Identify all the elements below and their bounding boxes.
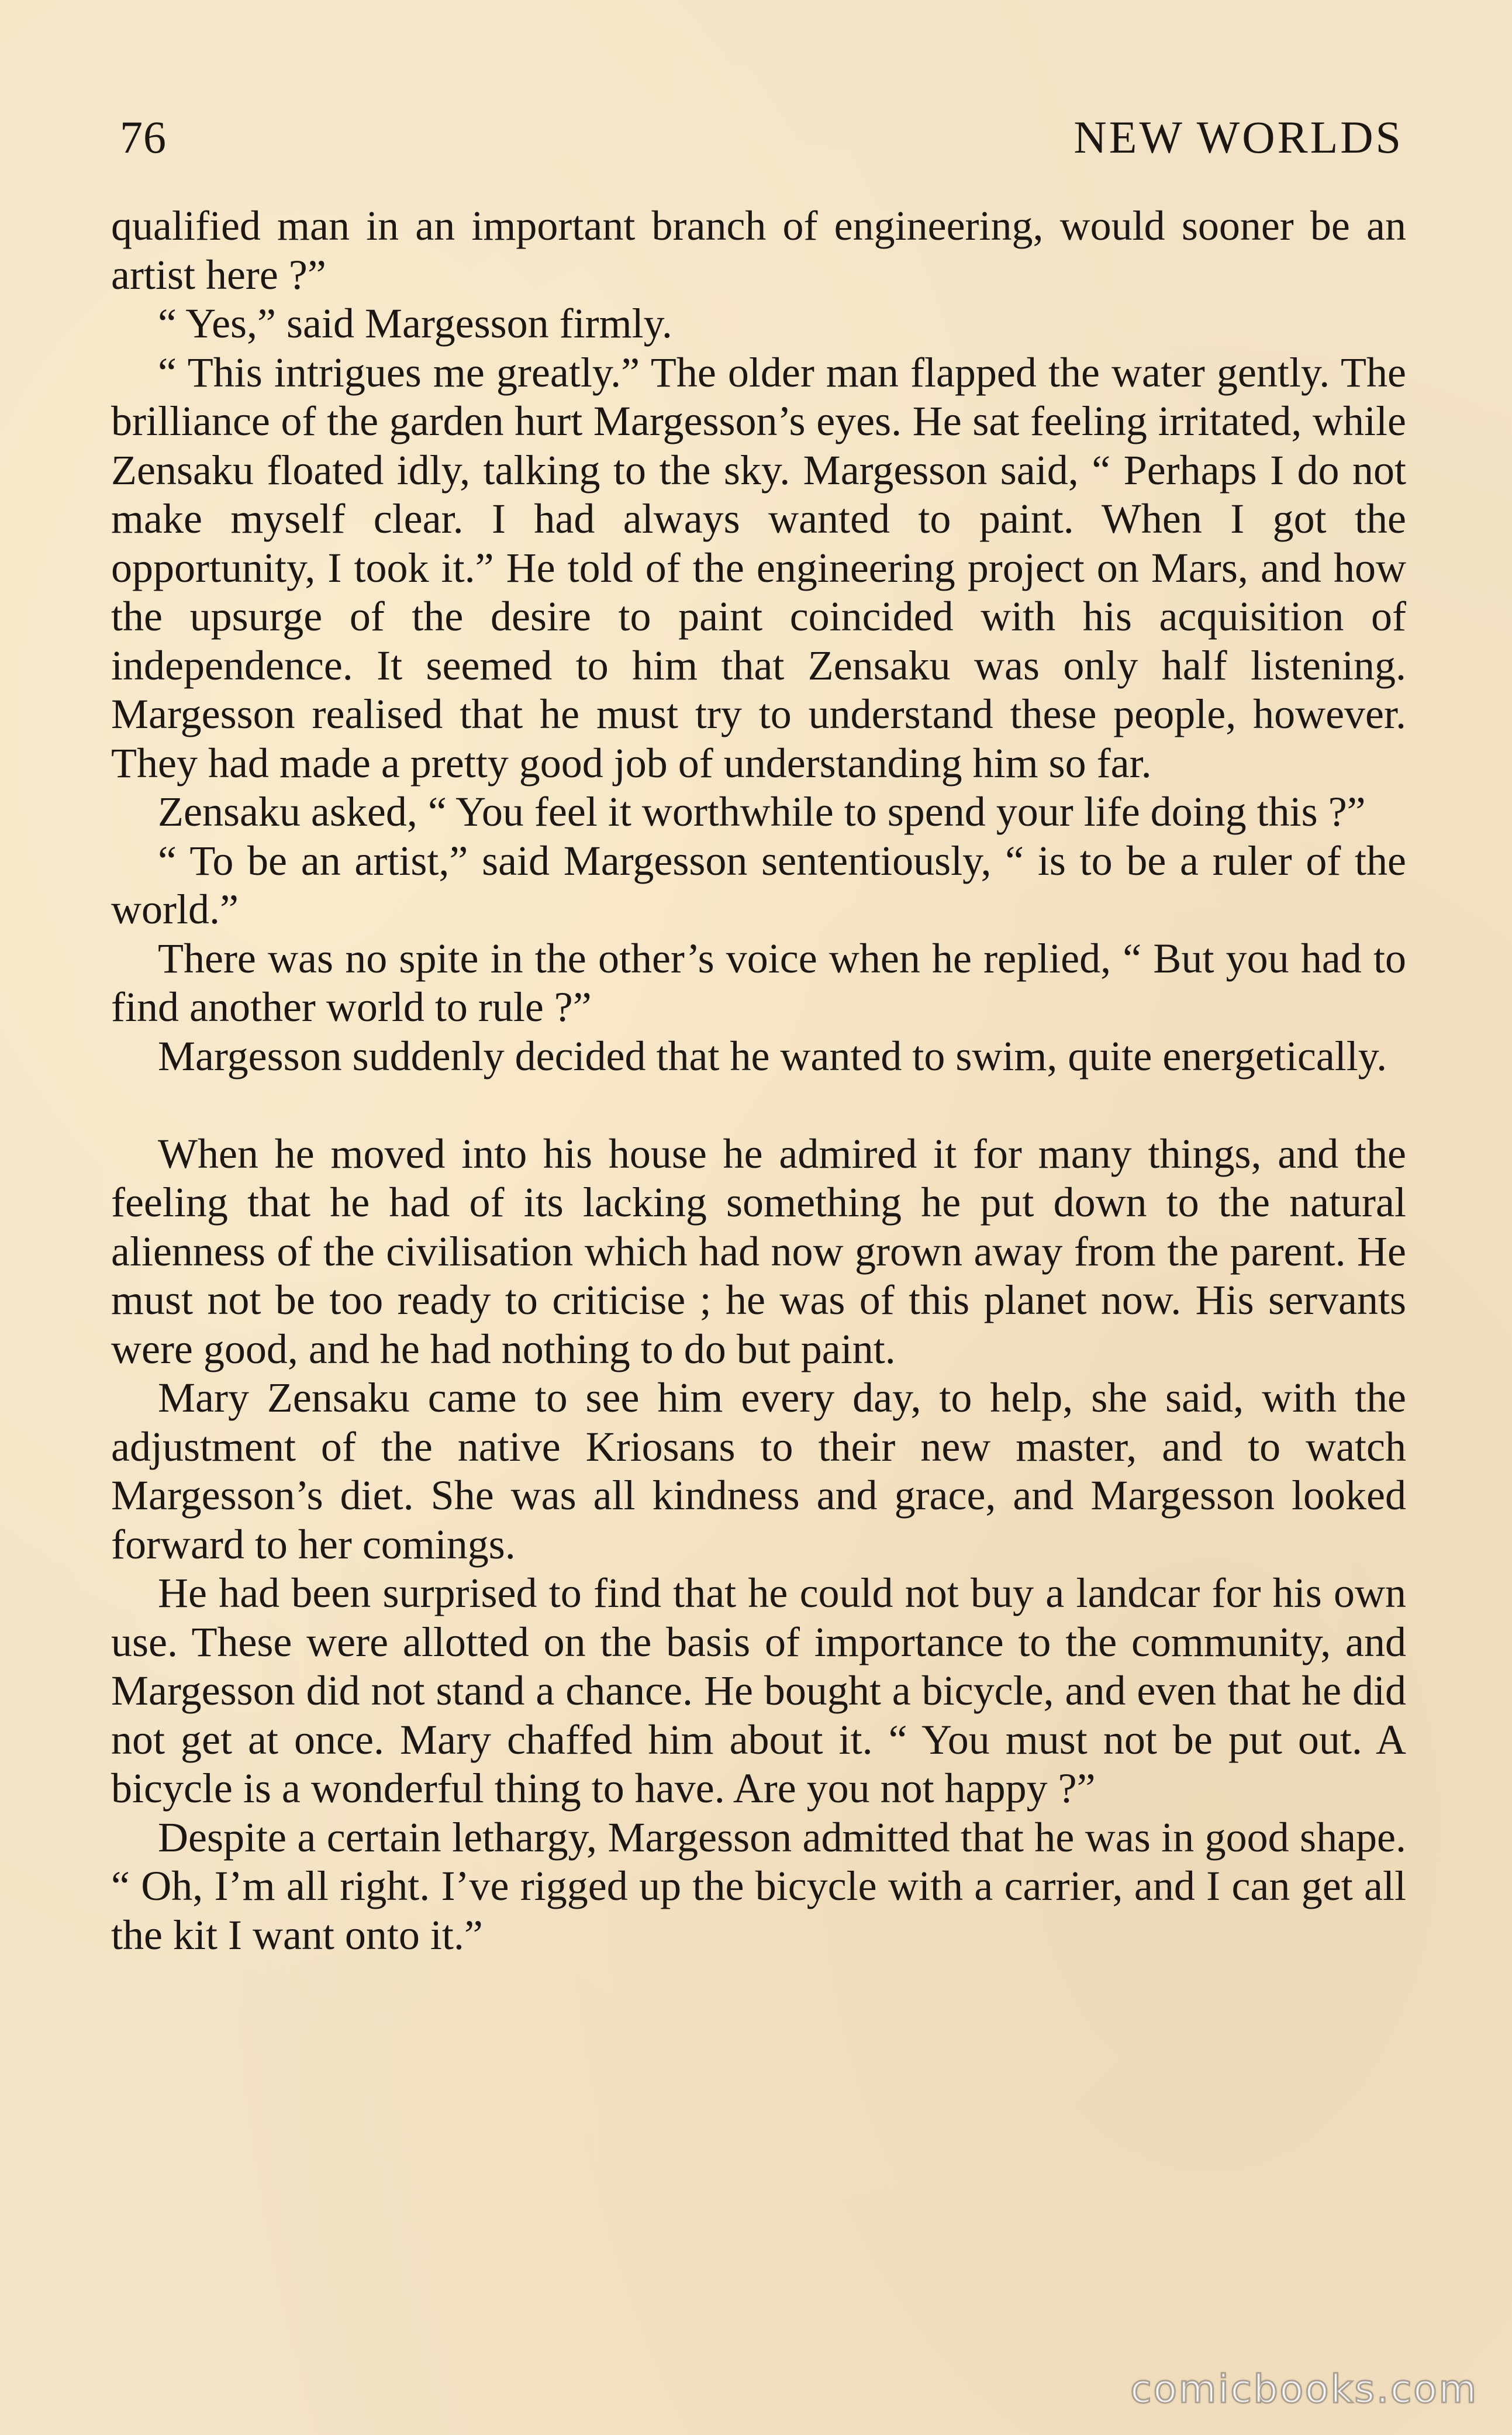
paragraph: “ To be an artist,” said Margesson sententiously, “ is to be a ruler of the world.” [111,837,1406,933]
journal-title: NEW WORLDS [1073,112,1403,163]
story-text [111,202,1406,1960]
paragraph: He had been surprised to find that he could not buy a landcar for his own use. These were allotted on the basis of importance to the community, and Margesson did not stand a chance. He bought a bicycle, and even that he did not get at once. Mary chaffed him about it. “ You must not be put out. A bicycle is a wonderful thing to have. Are you not happy ?” [111,1570,1406,1812]
page-number: 76 [120,112,167,163]
paragraph: “ This intrigues me greatly.” The older man flapped the water gently. The brilliance of the garden hurt Margesson’s eyes. He sat feeling irritated, while Zensaku floated idly, talking to the sky. Margesson said, “ Perhaps I do not make myself clear. I had always wanted to paint. When I got the opportunity, I took it.” He told of the engineering project on Mars, and how the upsurge of the desire to paint coincided with his acquisition of independence. It seemed to him that Zensaku was only half listening. Margesson realised that he must try to understand these people, however. They had made a pretty good job of understanding him so far. [111,349,1406,787]
paragraph: Zensaku asked, “ You feel it worthwhile to spend your life doing this ?” [158,788,1366,835]
paragraph: Margesson suddenly decided that he wanted to swim, quite energetically. [158,1032,1387,1079]
paragraph: There was no spite in the other’s voice when he replied, “ But you had to find another world to rule ?” [111,934,1406,1030]
paragraph: Mary Zensaku came to see him every day, to help, she said, with the adjustment of the native Kriosans to their new master, and to watch Margesson’s diet. She was all kindness and grace, and Margesson looked forward to her comings. [111,1374,1406,1568]
running-head [120,105,1403,170]
section-break [111,1081,1406,1130]
paragraph: “ Yes,” said Margesson firmly. [158,300,672,347]
paragraph: qualified man in an important branch of engineering, would sooner be an artist here ?” [111,202,1406,298]
watermark: comicbooks.com [1130,2367,1478,2412]
paragraph: When he moved into his house he admired it for many things, and the feeling that he had of its lacking something he put down to the natural alienness of the civilisation which had now grown away from the parent. He must not be too ready to criticise ; he was of this planet now. His servants were good, and he had nothing to do but paint. [111,1130,1406,1372]
paragraph: Despite a certain lethargy, Margesson admitted that he was in good shape. “ Oh, I’m all right. I’ve rigged up the bicycle with a carrier, and I can get all the kit I want onto it.” [111,1813,1406,1958]
